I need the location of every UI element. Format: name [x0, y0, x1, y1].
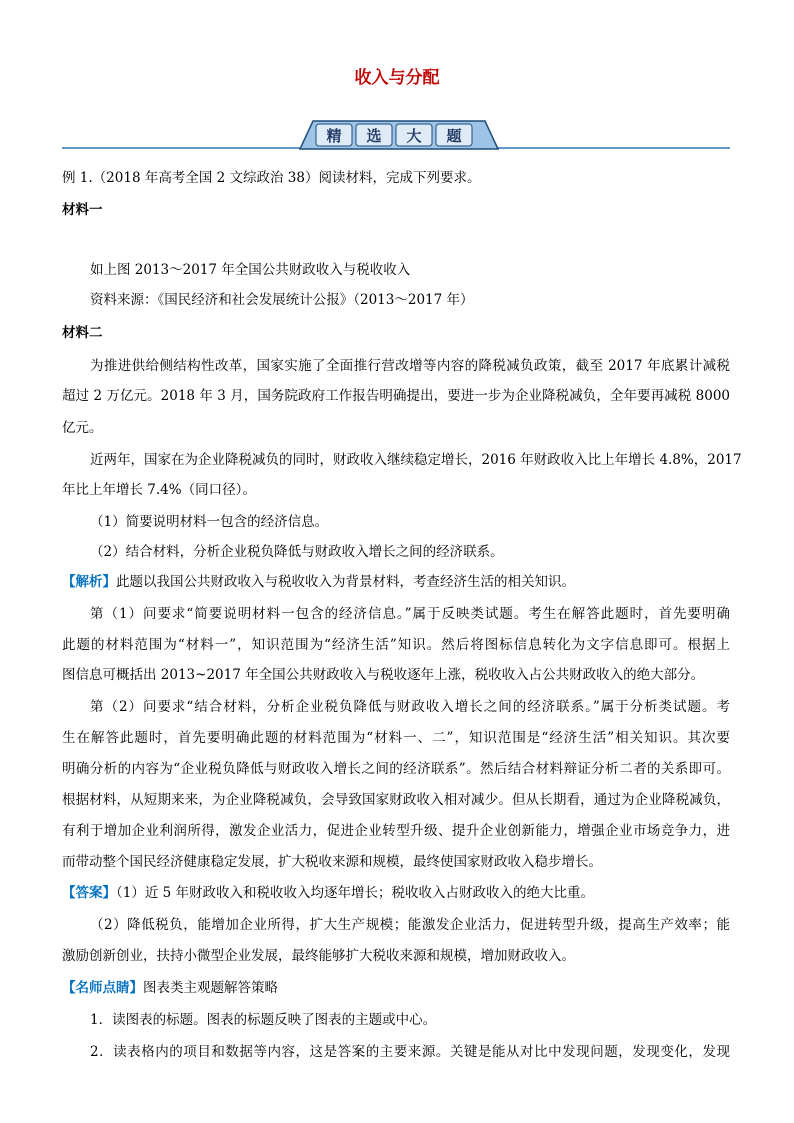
banner-char: 精: [326, 127, 342, 145]
text-line: 图信息可概括出 2013~2017 年全国公共财政收入与税收逐年上涨，税收收入占公共财政收入的绝大部分。: [62, 667, 705, 683]
tips-label: 【名师点睛】: [62, 980, 143, 996]
text-line: 而带动整个国民经济健康稳定发展，扩大税收来源和规模，最终使国家财政收入稳步增长。: [62, 854, 602, 870]
answer-first-line: [62, 883, 594, 903]
tips-item: 2．读表格内的项目和数据等内容，这是答案的主要来源。关键是能从对比中发现问题，发现变化，发现: [90, 1044, 730, 1060]
text-line: 年比上年增长 7.4%（同口径）。: [62, 482, 256, 498]
text-line: 激励创新创业，扶持小微型企业发展，最终能够扩大税收来源和规模，增加财政收入。: [62, 948, 575, 964]
text-line: 超过 2 万亿元。2018 年 3 月，国务院政府工作报告明确提出，要进一步为企业降税减负，全年要再减税 8000: [62, 388, 730, 404]
question-intro: 例 1.（2018 年高考全国 2 文综政治 38）阅读材料，完成下列要求。: [62, 170, 481, 186]
page-title: 收入与分配: [354, 68, 440, 88]
text-line: 亿元。: [62, 420, 103, 436]
tips-heading-line: [62, 978, 278, 998]
text-line: （2）降低税负，能增加企业所得，扩大生产规模；能激发企业活力，促进转型升级，提高生产效率；能: [90, 917, 730, 933]
analysis-label: 【解析】: [62, 574, 116, 590]
banner-char: 大: [406, 127, 422, 145]
text-line: 有利于增加企业利润所得，激发企业活力，促进企业转型升级、提升企业创新能力，增强企业市场竞争力，进: [62, 823, 730, 839]
text-line: 此题的材料范围为“材料一”，知识范围为“经济生活”知识。然后将图标信息转化为文字信息即可。根据上: [62, 637, 730, 653]
material2-heading: 材料二: [62, 325, 103, 341]
text-line: 明确分析的内容为“企业税负降低与财政收入增长之间的经济联系”。然后结合材料辩证分析二者的关系即可。: [62, 761, 730, 777]
answer-first: （1）近 5 年财政收入和税收收入均逐年增长；税收收入占财政收入的绝大比重。: [116, 885, 595, 901]
text-line: 近两年，国家在为企业降税减负的同时，财政收入继续稳定增长，2016 年财政收入比上年增长 4.8%，2017: [90, 452, 742, 468]
banner-char: 题: [446, 127, 462, 145]
answer-label: 【答案】: [62, 885, 116, 901]
material1-heading: 材料一: [62, 202, 103, 218]
section-banner: [0, 110, 794, 160]
task-item: （2）结合材料，分析企业税负降低与财政收入增长之间的经济联系。: [90, 544, 504, 560]
tips-heading: 图表类主观题解答策略: [143, 980, 278, 996]
text-line: 第（1）问要求“简要说明材料一包含的经济信息。”属于反映类试题。考生在解答此题时，首先要明确: [90, 606, 730, 622]
material1-source: 资料来源：《国民经济和社会发展统计公报》（2013～2017 年）: [90, 292, 474, 308]
analysis-intro-line: [62, 572, 575, 592]
material1-caption: 如上图 2013～2017 年全国公共财政收入与税收收入: [90, 262, 411, 278]
text-line: 根据材料，从短期来来，为企业降税减负，会导致国家财政收入相对减少。但从长期看，通过为企业降税减负，: [62, 792, 730, 808]
task-item: （1）简要说明材料一包含的经济信息。: [90, 514, 329, 530]
tips-item: 1．读图表的标题。图表的标题反映了图表的主题或中心。: [90, 1012, 437, 1028]
banner-char: 选: [366, 127, 382, 145]
text-line: 第（2）问要求“结合材料，分析企业税负降低与财政收入增长之间的经济联系。”属于分析类试题。考: [90, 699, 730, 715]
text-line: 生在解答此题时，首先要明确此题的材料范围为“材料一、二”，知识范围是“经济生活”相关知识。其次要: [62, 730, 730, 746]
analysis-intro: 此题以我国公共财政收入与税收收入为背景材料，考查经济生活的相关知识。: [116, 574, 575, 590]
text-line: 为推进供给侧结构性改革，国家实施了全面推行营改增等内容的降税减负政策，截至 2017 年底累计减税: [90, 358, 730, 374]
